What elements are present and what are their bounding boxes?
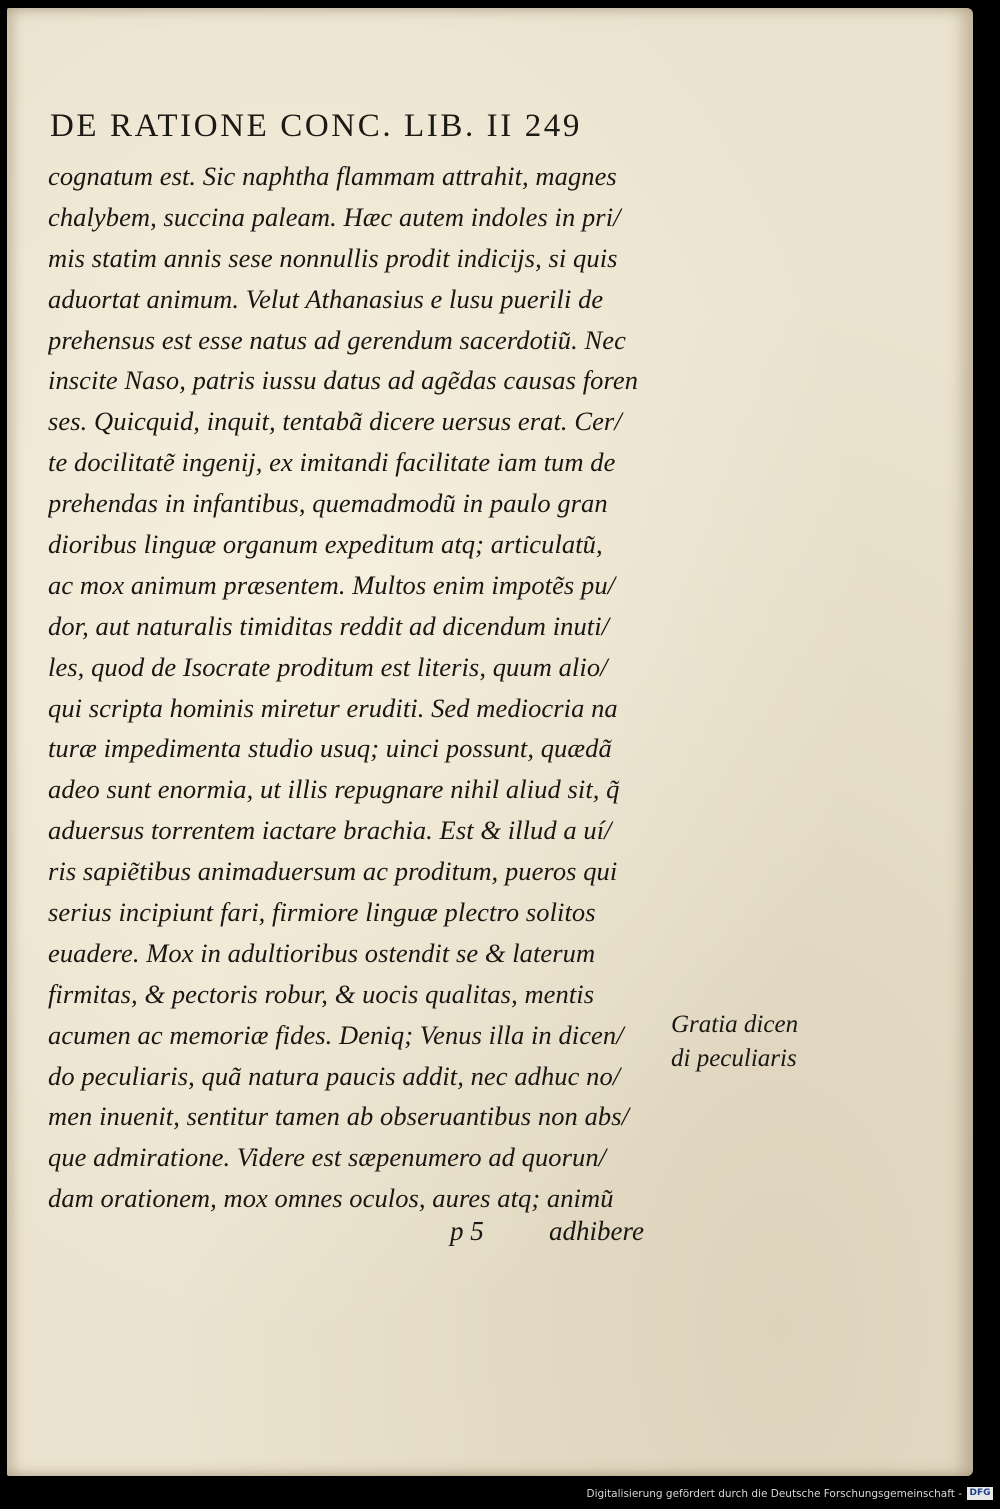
book-page [7,8,973,1476]
text-line: prehendas in infantibus, quemadmodu͂ in paulo gran [48,488,608,519]
text-line: dioribus linguæ organum expeditum atq; articulatu͂, [48,529,603,560]
body-text [48,156,688,1219]
text-line: turæ impedimenta studio usuq; uinci possunt, quæda͂ [48,733,612,764]
text-line: men inuenit, sentitur tamen ab obseruantibus non abs/ [48,1101,630,1132]
text-line: ris sapie͂tibus animaduersum ac proditum, pueros qui [48,856,618,887]
marginal-note-line: Gratia dicen [671,1011,799,1038]
text-line: cognatum est. Sic naphtha flammam attrahit, magnes [48,161,617,191]
text-line: aduortat animum. Velut Athanasius e lusu puerili de [48,283,604,314]
text-line: ses. Quicquid, inquit, tentaba͂ dicere uersus erat. Cer/ [48,406,622,437]
text-line: acumen ac memoriæ fides. Deniq; Venus illa in dicen/ [48,1019,624,1050]
catchword: adhibere [549,1216,644,1246]
text-line: euadere. Mox in adultioribus ostendit se & laterum [48,937,596,968]
text-line: do peculiaris, qua͂ natura paucis addit, nec adhuc no/ [48,1060,621,1091]
digitization-credit: Digitalisierung gefördert durch die Deutsche Forschungsgemeinschaft - [586,1488,962,1500]
text-line: prehensus est esse natus ad gerendum sacerdotiu͂. Nec [48,324,626,355]
text-line: ac mox animum præsentem. Multos enim impote͂s pu/ [48,569,616,600]
marginal-note-line: di peculiaris [671,1045,797,1072]
text-line: aduersus torrentem iactare brachia. Est & illud a uí/ [48,815,612,846]
text-line: qui scripta hominis miretur eruditi. Sed mediocria na [48,692,618,723]
dfg-logo: DFG [967,1487,993,1500]
text-line: que admiratione. Videre est sæpenumero ad quorun/ [48,1142,607,1173]
text-line: te docilitate͂ ingenij, ex imitandi facilitate iam tum de [48,447,616,478]
text-line: mis statim annis sese nonnullis prodit indicijs, si quis [48,242,618,273]
text-line: les, quod de Isocrate proditum est literis, quum alio/ [48,651,608,682]
signature-mark: p 5 [450,1216,484,1246]
running-head: DE RATIONE CONC. LIB. II 249 [50,108,583,144]
text-line: serius incipiunt fari, firmiore linguæ plectro solitos [48,897,596,928]
text-line: dam orationem, mox omnes oculos, aures atq; animu͂ [48,1183,614,1214]
text-line: chalybem, succina paleam. Hæc autem indoles in pri/ [48,201,621,232]
text-line: firmitas, & pectoris robur, & uocis qualitas, mentis [48,978,595,1009]
text-line: dor, aut naturalis timiditas reddit ad dicendum inuti/ [48,610,610,641]
text-line: inscite Naso, patris iussu datus ad age͂das causas foren [48,365,639,396]
marginal-note [671,1008,841,1076]
text-line: adeo sunt enormia, ut illis repugnare nihil aliud sit, q̃ [48,774,620,805]
